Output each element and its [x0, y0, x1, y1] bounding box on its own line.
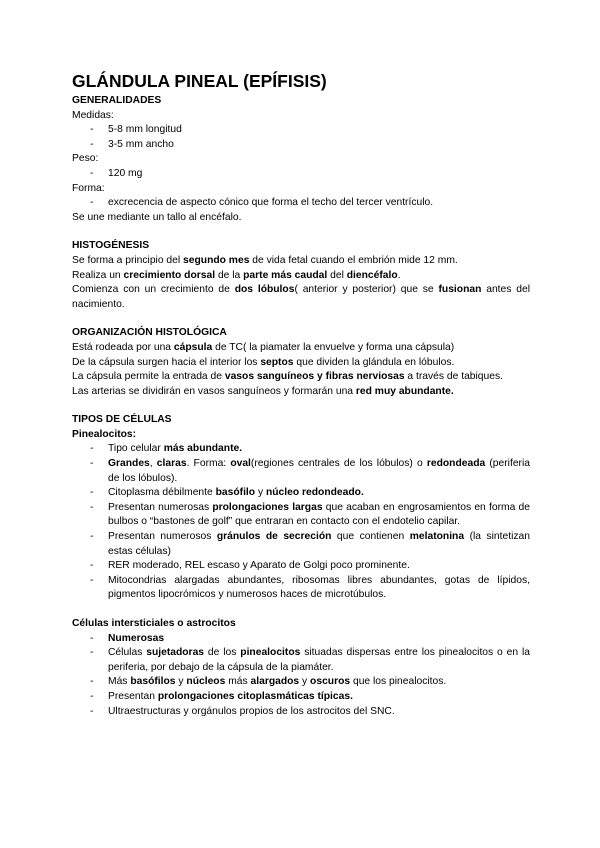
text-segment: . Forma:	[186, 458, 231, 470]
bold-text: gránulos de secreción	[216, 531, 332, 543]
paragraph	[72, 254, 530, 269]
bold-text: diencéfalo	[346, 269, 398, 281]
text-segment: más	[225, 676, 251, 688]
text-segment: La cápsula permite la entrada de	[72, 371, 225, 383]
list-item	[72, 646, 530, 675]
forma-list	[72, 196, 530, 211]
list-item: - 3-5 mm ancho	[72, 138, 530, 153]
text-segment: De la cápsula surgen hacia el interior los	[72, 356, 261, 368]
heading-tipos: TIPOS DE CÉLULAS	[72, 414, 172, 426]
text-segment: .	[397, 269, 401, 281]
bold-text: parte más caudal	[243, 269, 328, 281]
list-item: - excrecencia de aspecto cónico que forma el techo del tercer ventrículo.	[72, 196, 530, 211]
medidas-label: Medidas:	[72, 109, 114, 121]
bold-text: núcleos	[186, 676, 226, 688]
section-tipos	[72, 413, 530, 719]
bold-text: basófilo	[215, 487, 256, 499]
text-segment: Presentan numerosos	[108, 531, 217, 543]
list-item	[72, 574, 530, 603]
bold-text: claras	[156, 458, 187, 470]
list-item	[72, 632, 530, 647]
list-item	[72, 486, 530, 501]
bold-text: sujetadoras	[146, 647, 205, 659]
list-item: - 5-8 mm longitud	[72, 123, 530, 138]
peso-label: Peso:	[72, 153, 99, 165]
text-segment: a través de tabiques.	[404, 371, 504, 383]
bold-text: septos	[260, 356, 294, 368]
text-segment: de los	[204, 647, 241, 659]
text-segment: (la sintetizan estas células)	[108, 531, 530, 557]
text-segment: Realiza un	[72, 269, 124, 281]
section-generalidades	[72, 94, 530, 225]
text-segment: RER moderado, REL escaso y Aparato de Golgi poco prominente.	[108, 560, 410, 572]
forma-label: Forma:	[72, 182, 105, 194]
text-segment: Comienza con un crecimiento de	[72, 284, 235, 296]
subheading-intersticiales: Células intersticiales o astrocitos	[72, 618, 236, 629]
text-segment: Se forma a principio del	[72, 254, 184, 266]
paragraph	[72, 370, 530, 385]
bold-text: redondeada	[426, 458, 486, 470]
subheading-pinealocitos: Pinealocitos:	[72, 428, 137, 440]
list-item	[72, 690, 530, 705]
text-segment: de vida fetal cuando el embrión mide 12 mm.	[249, 254, 458, 266]
text-segment: antes del nacimiento.	[72, 284, 530, 310]
text-segment: Ultraestructuras y orgánulos propios de los astrocitos del SNC.	[108, 705, 395, 717]
paragraph	[72, 283, 530, 312]
heading-organizacion: ORGANIZACIÓN HISTOLÓGICA	[72, 327, 227, 339]
list-item	[72, 530, 530, 559]
bold-text: vasos sanguíneos y fibras nerviosas	[224, 371, 405, 383]
bold-text: oval	[230, 458, 251, 470]
intersticiales-list	[72, 632, 530, 720]
bold-text: basófilos	[130, 676, 176, 688]
bold-text: prolongaciones citoplasmáticas típicas.	[157, 690, 353, 702]
text-segment: Está rodeada por una	[72, 341, 174, 353]
text-segment: y	[299, 676, 311, 688]
bold-text: cápsula	[173, 341, 213, 353]
text-segment: Las arterias se dividirán en vasos sanguíneos y formarán una	[72, 385, 356, 397]
list-item	[72, 705, 530, 720]
document-title: GLÁNDULA PINEAL (EPÍFISIS)	[72, 71, 327, 91]
text-segment: ,	[149, 458, 157, 470]
text-segment: Presentan	[108, 690, 158, 702]
spacer	[72, 603, 530, 617]
text-segment: Presentan numerosas	[108, 501, 213, 513]
bold-text: red muy abundante.	[355, 385, 454, 397]
document-page	[72, 70, 530, 719]
bold-text: prolongaciones largas	[212, 501, 323, 513]
bold-text: segundo mes	[183, 254, 250, 266]
text-segment: que los pinealocitos.	[350, 676, 447, 688]
list-item	[72, 442, 530, 457]
text-segment: Células	[108, 647, 147, 659]
section-histogenesis	[72, 239, 530, 312]
paragraph	[72, 341, 530, 356]
text-segment: situadas dispersas entre los pinealocitos o en la periferia, por debajo de la cápsula de la piamáter.	[108, 647, 530, 673]
list-item	[72, 457, 530, 486]
list-item	[72, 559, 530, 574]
text-segment: Tipo celular	[108, 443, 164, 455]
text-segment: (regiones centrales de los lóbulos) o	[250, 458, 427, 470]
bold-text: Numerosas	[108, 632, 165, 644]
text-segment: que dividen la glándula en lóbulos.	[293, 356, 455, 368]
union-text: Se une mediante un tallo al encéfalo.	[72, 211, 242, 223]
text-segment: Citoplasma débilmente	[108, 487, 216, 499]
list-item: - 120 mg	[72, 167, 530, 182]
list-item	[72, 675, 530, 690]
paragraph	[72, 356, 530, 371]
list-item	[72, 501, 530, 530]
text-segment: de TC( la piamater la envuelve y forma una cápsula)	[212, 341, 455, 353]
medidas-list	[72, 123, 530, 152]
bold-text: crecimiento dorsal	[123, 269, 216, 281]
paragraph	[72, 385, 530, 400]
bold-text: fusionan	[438, 284, 482, 296]
paragraph	[72, 269, 530, 284]
text-segment: del	[327, 269, 347, 281]
text-segment: que contienen	[331, 531, 410, 543]
bold-text: pinealocitos	[240, 647, 301, 659]
section-organizacion	[72, 326, 530, 399]
text-segment: (periferia de los lóbulos).	[108, 458, 530, 484]
text-segment: que acaban en engrosamientos en forma de bulbos o “bastones de golf” que entraran en contacto con el endotelio capilar.	[108, 501, 530, 528]
bold-text: melatonina	[409, 531, 465, 543]
text-segment: y	[255, 487, 266, 499]
text-segment: ( anterior y posterior) que se	[294, 284, 439, 296]
heading-generalidades: GENERALIDADES	[72, 95, 162, 106]
text-segment: Más	[108, 676, 131, 688]
text-segment: de la	[215, 269, 244, 281]
bold-text: oscuros	[310, 676, 351, 688]
bold-text: más abundante.	[163, 443, 243, 455]
bold-text: dos lóbulos	[234, 284, 295, 296]
bold-text: alargados	[250, 676, 300, 688]
heading-histogenesis: HISTOGÉNESIS	[72, 240, 150, 252]
text-segment: y	[175, 676, 187, 688]
bold-text: núcleo redondeado.	[265, 487, 364, 499]
pinealocitos-list	[72, 442, 530, 603]
bold-text: Grandes	[108, 458, 150, 470]
peso-list	[72, 167, 530, 182]
text-segment: Mitocondrias alargadas abundantes, ribosomas libres abundantes, gotas de lípidos, pigmentos lipocrómicos y numerosos haces de microtúbulos.	[108, 574, 530, 601]
